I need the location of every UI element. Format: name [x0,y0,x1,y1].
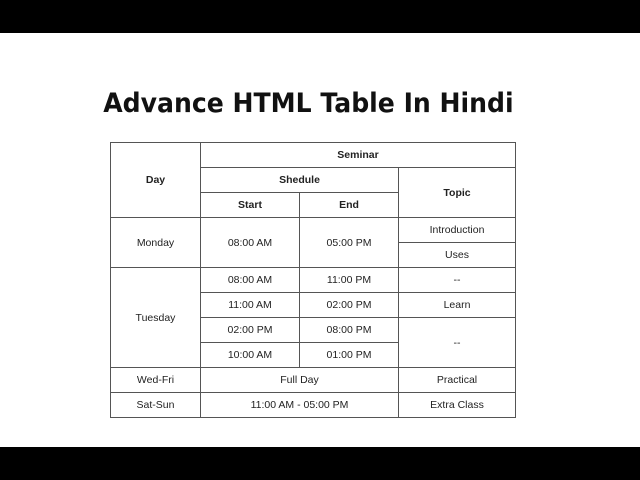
cell-time: Full Day [201,368,399,393]
cell-end: 08:00 PM [300,318,399,343]
table-row [111,143,516,168]
cell-topic: Learn [399,293,516,318]
table-row [111,368,516,393]
table-row [111,268,516,293]
cell-time: 11:00 AM - 05:00 PM [201,393,399,418]
cell-day-monday: Monday [111,218,201,268]
cell-start: 08:00 AM [201,218,300,268]
cell-start: 08:00 AM [201,268,300,293]
cell-end: 01:00 PM [300,343,399,368]
cell-topic: -- [399,318,516,368]
cell-topic: Extra Class [399,393,516,418]
cell-day-satsun: Sat-Sun [111,393,201,418]
cell-topic: -- [399,268,516,293]
page-title: Advance HTML Table In Hindi [103,88,514,119]
header-seminar: Seminar [201,143,516,168]
header-start: Start [201,193,300,218]
table-row [111,218,516,243]
cell-topic: Uses [399,243,516,268]
header-end: End [300,193,399,218]
letterbox-top [0,0,640,33]
cell-end: 02:00 PM [300,293,399,318]
cell-topic: Introduction [399,218,516,243]
cell-start: 11:00 AM [201,293,300,318]
cell-topic: Practical [399,368,516,393]
letterbox-bottom [0,447,640,480]
cell-day-tuesday: Tuesday [111,268,201,368]
cell-day-wedfri: Wed-Fri [111,368,201,393]
header-day: Day [111,143,201,218]
schedule-table [110,142,516,418]
cell-start: 10:00 AM [201,343,300,368]
cell-end: 05:00 PM [300,218,399,268]
cell-start: 02:00 PM [201,318,300,343]
table-row [111,393,516,418]
header-schedule: Shedule [201,168,399,193]
header-topic: Topic [399,168,516,218]
cell-end: 11:00 PM [300,268,399,293]
